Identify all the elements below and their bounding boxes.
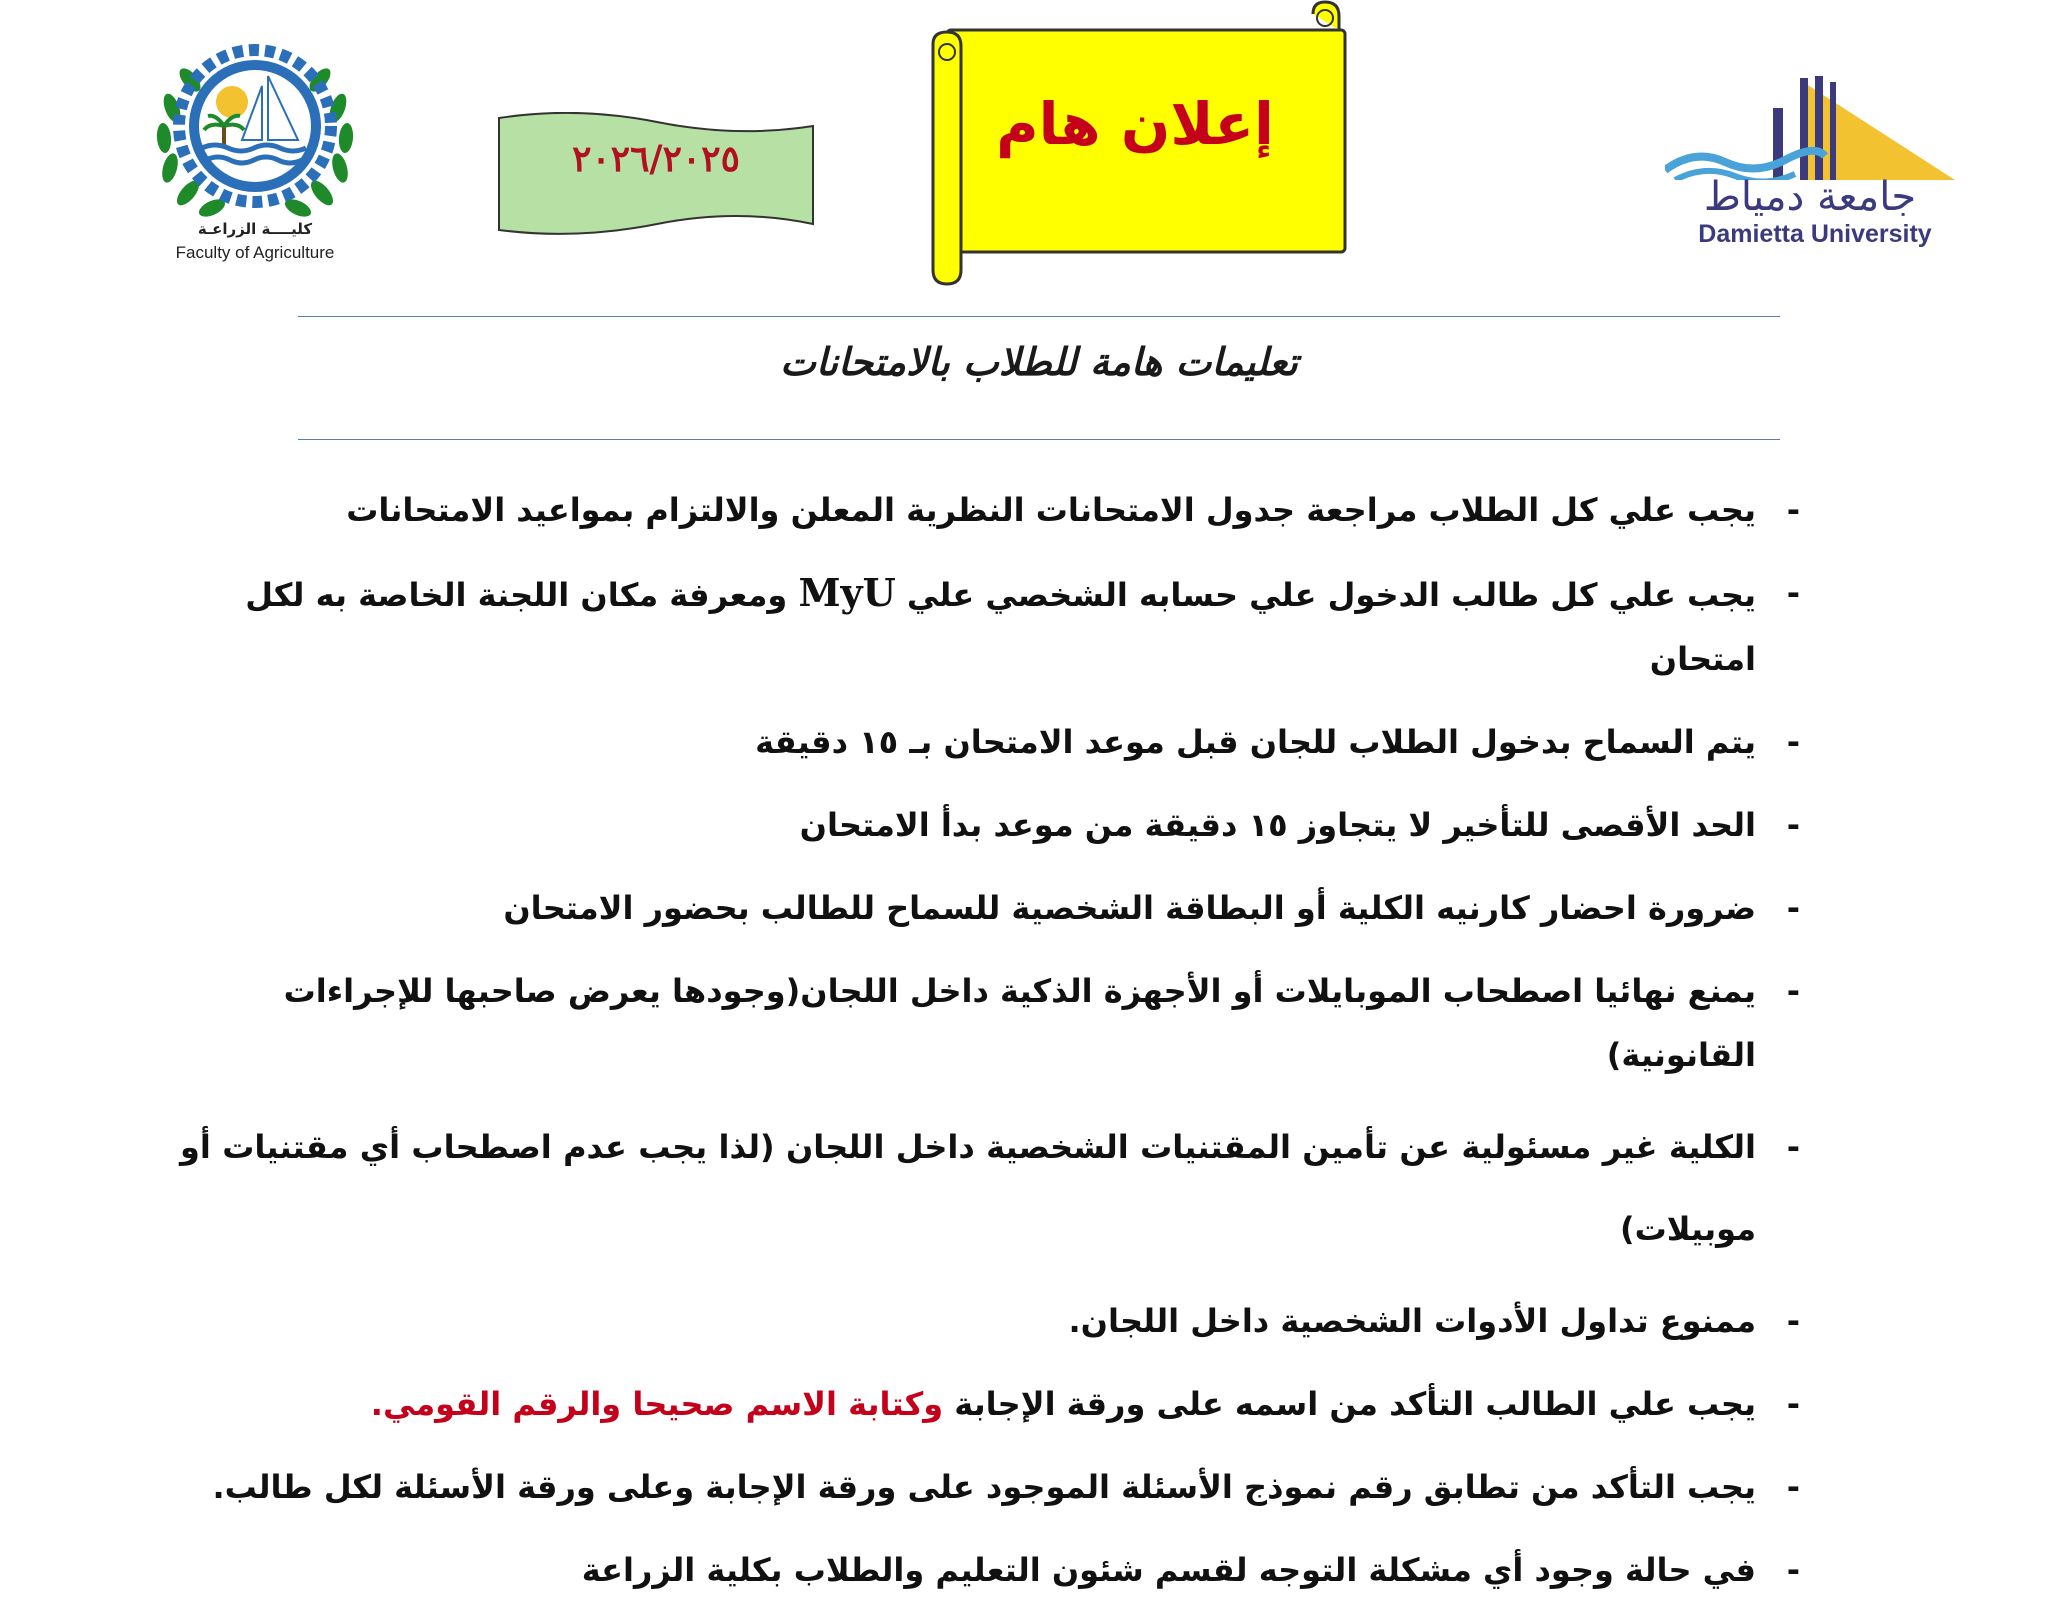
university-logo — [1665, 70, 1965, 255]
instruction-text: يمنع نهائيا اصطحاب الموبايلات أو الأجهزة الذكية داخل اللجان(وجودها يعرض صاحبها للإجراءات القانونية) — [283, 972, 1756, 1074]
bullet-dash: - — [1786, 1468, 1800, 1506]
instruction-item — [180, 959, 1800, 1087]
bullet-dash: - — [1786, 723, 1800, 761]
instruction-text: يجب علي كل الطلاب مراجعة جدول الامتحانات النظرية المعلن والالتزام بمواعيد الامتحانات — [346, 491, 1756, 529]
instruction-text: يتم السماح بدخول الطلاب للجان قبل موعد الامتحان بـ ١٥ دقيقة — [755, 723, 1756, 761]
faculty-logo-arabic: كليــــة الزراعـة — [197, 220, 313, 238]
bullet-dash: - — [1786, 1551, 1800, 1589]
instruction-item — [180, 1455, 1800, 1519]
university-logo-english: Damietta University — [1698, 220, 1932, 248]
instruction-text: يجب التأكد من تطابق رقم نموذج الأسئلة الموجود على ورقة الإجابة وعلى ورقة الأسئلة لكل طالب. — [212, 1468, 1756, 1506]
instruction-text: في حالة وجود أي مشكلة التوجه لقسم شئون التعليم والطلاب بكلية الزراعة — [581, 1551, 1756, 1589]
instruction-text: ومعرفة مكان اللجنة الخاصة به لكل امتحان — [245, 576, 1756, 678]
instruction-item — [180, 1106, 1800, 1270]
instruction-text: ممنوع تداول الأدوات الشخصية داخل اللجان. — [1068, 1302, 1756, 1340]
faculty-emblem-icon — [150, 38, 360, 218]
bullet-dash: - — [1786, 1385, 1800, 1423]
instruction-item — [180, 478, 1800, 542]
instruction-text: يجب علي كل طالب الدخول علي حسابه الشخصي علي — [906, 576, 1756, 614]
instruction-item — [180, 793, 1800, 857]
bottom-divider — [298, 439, 1780, 440]
instruction-item — [180, 561, 1800, 691]
bullet-dash: - — [1786, 972, 1800, 1010]
instruction-highlight: وكتابة الاسم صحيحا والرقم القومي. — [370, 1385, 944, 1423]
announcement-scroll — [905, 0, 1355, 290]
instruction-text: الحد الأقصى للتأخير لا يتجاوز ١٥ دقيقة من موعد بدأ الامتحان — [799, 806, 1756, 844]
instruction-item — [180, 1538, 1800, 1602]
page-subtitle: تعليمات هامة للطلاب بالامتحانات — [780, 340, 1298, 384]
instructions-list — [180, 478, 1800, 1621]
faculty-logo — [150, 38, 360, 268]
bullet-dash: - — [1786, 1128, 1800, 1166]
instruction-item — [180, 710, 1800, 774]
bullet-dash: - — [1786, 889, 1800, 927]
top-divider — [298, 316, 1780, 317]
university-emblem-icon — [1665, 70, 1965, 180]
bullet-dash: - — [1786, 574, 1800, 612]
instruction-item — [180, 876, 1800, 940]
academic-year-banner — [497, 112, 815, 237]
bullet-dash: - — [1786, 491, 1800, 529]
instruction-text: ضرورة احضار كارنيه الكلية أو البطاقة الشخصية للسماح للطالب بحضور الامتحان — [503, 889, 1756, 927]
bullet-dash: - — [1786, 1302, 1800, 1340]
announcement-title: إعلان هام — [996, 90, 1274, 158]
instruction-item — [180, 1289, 1800, 1353]
myu-label: MyU — [798, 570, 896, 615]
university-logo-arabic: جامعة دمياط — [1703, 174, 1917, 220]
instruction-text: يجب علي الطالب التأكد من اسمه على ورقة الإجابة — [954, 1385, 1756, 1423]
bullet-dash: - — [1786, 806, 1800, 844]
instruction-item — [180, 1372, 1800, 1436]
faculty-logo-english: Faculty of Agriculture — [175, 243, 335, 262]
academic-year: ٢٠٢٦/٢٠٢٥ — [572, 138, 740, 180]
instruction-text: الكلية غير مسئولية عن تأمين المقتنيات الشخصية داخل اللجان (لذا يجب عدم اصطحاب أي مقتنيات أو موبيلات) — [180, 1128, 1756, 1248]
